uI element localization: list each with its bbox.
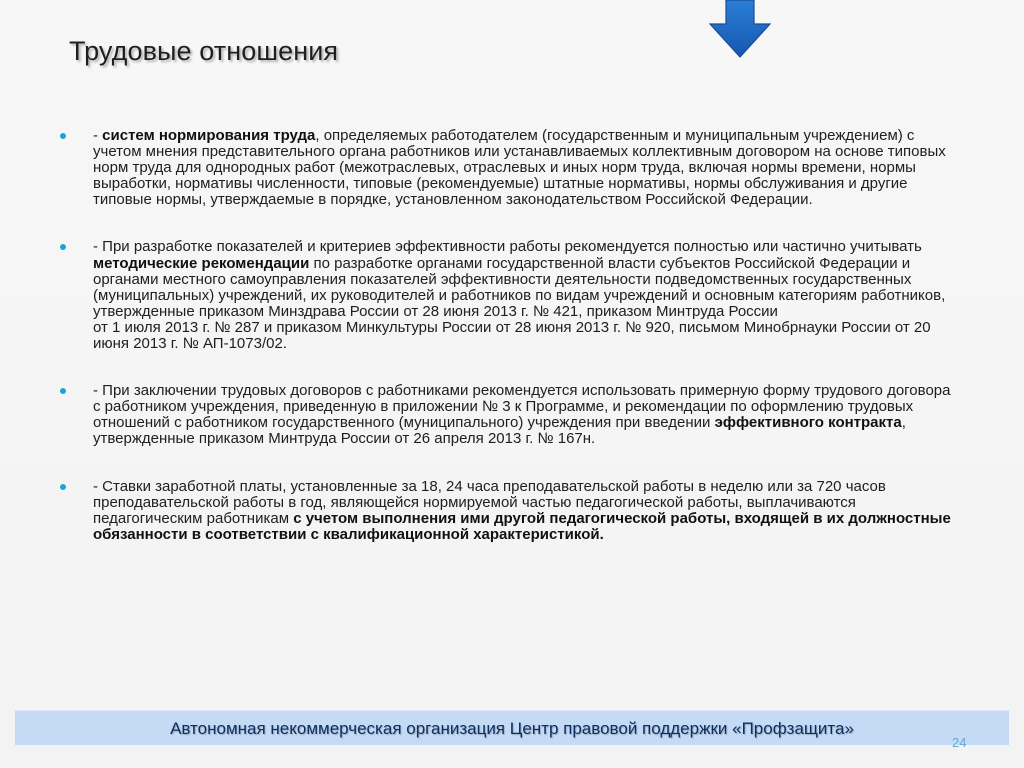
bullet-item <box>60 239 960 352</box>
bullet-list <box>60 128 960 574</box>
bullet-text <box>93 238 945 352</box>
bullet-bold-segment: с учетом выполнения ими другой педагогической работы, входящей в их должностные обязанности в соответствии с квалификационной характеристикой. <box>93 509 951 543</box>
bullet-text-segment: - При разработке показателей и критериев эффективности работы рекомендуется полностью или частично учитывать <box>93 238 922 256</box>
footer-band <box>15 710 1009 745</box>
bullet-text-segment: по разработке органами государственной власти субъектов Российской Федерации и органами местного самоуправления показателей эффективности деятельности подведомственных государственных (муниципальных) учреждений, их руководителей и работников по видам учреждений и основным категориям работников, утвержденные приказом Минздрава России от 28 июня 2013 г. № 421, приказом Минтруда России <box>93 254 946 320</box>
down-arrow-icon <box>709 0 771 58</box>
bullet-bold-segment: методические рекомендации <box>93 254 310 272</box>
bullet-bold-segment: эффективного контракта <box>714 414 902 432</box>
bullet-text-segment: - Ставки заработной платы, установленные за 18, 24 часа преподавательской работы в неделю или за 720 часов преподавательской работы в год, являющейся нормируемой частью педагогической работы, выплачиваются педагогическим работникам <box>93 477 886 527</box>
bullet-text <box>93 127 946 208</box>
bullet-text-segment: - При заключении трудовых договоров с работниками рекомендуется использовать примерную форму трудового договора с работником учреждения, приведенную в приложении № 3 к Программе, и рекомендации по оформлению трудовых отношений с работником государственного (муниципального) учреждения при введении <box>93 382 951 432</box>
bullet-dot-icon <box>60 484 66 490</box>
bullet-dot-icon <box>60 244 66 250</box>
bullet-dot-icon <box>60 133 66 139</box>
bullet-item <box>60 128 960 208</box>
bullet-text <box>93 478 951 543</box>
bullet-item <box>60 479 960 543</box>
bullet-dot-icon <box>60 388 66 394</box>
bullet-text-segment: , утвержденные приказом Минтруда России от 26 апреля 2013 г. № 167н. <box>93 414 906 448</box>
slide-title: Трудовые отношения <box>69 36 339 66</box>
bullet-bold-segment: систем нормирования труда <box>102 127 316 144</box>
page-number: 24 <box>952 735 967 750</box>
bullet-text-segment: , определяемых работодателем (государственным и муниципальным учреждением) с учетом мнения представительного органа работников или устанавливаемых коллективным договором на основе типовых норм труда для однородных работ (межотраслевых, отраслевых и иных норм труда, включая нормы времени, нормы выработки, нормативы численности, типовые (рекомендуемые) штатные нормативы, нормы обслуживания и другие типовые нормы, утверждаемые в порядке, установленном законодательством Российской Федерации. <box>93 127 946 209</box>
bullet-text-segment: - <box>93 127 103 144</box>
footer-organization-name: Автономная некоммерческая организация Центр правовой поддержки «Профзащита» <box>170 719 854 738</box>
bullet-text <box>93 382 950 447</box>
bullet-item <box>60 383 960 447</box>
bullet-text-segment: от 1 июля 2013 г. № 287 и приказом Минкультуры России от 28 июня 2013 г. № 920, письмом Минобрнауки России от 20 июня 2013 г. № АП-1073/02. <box>93 318 931 353</box>
